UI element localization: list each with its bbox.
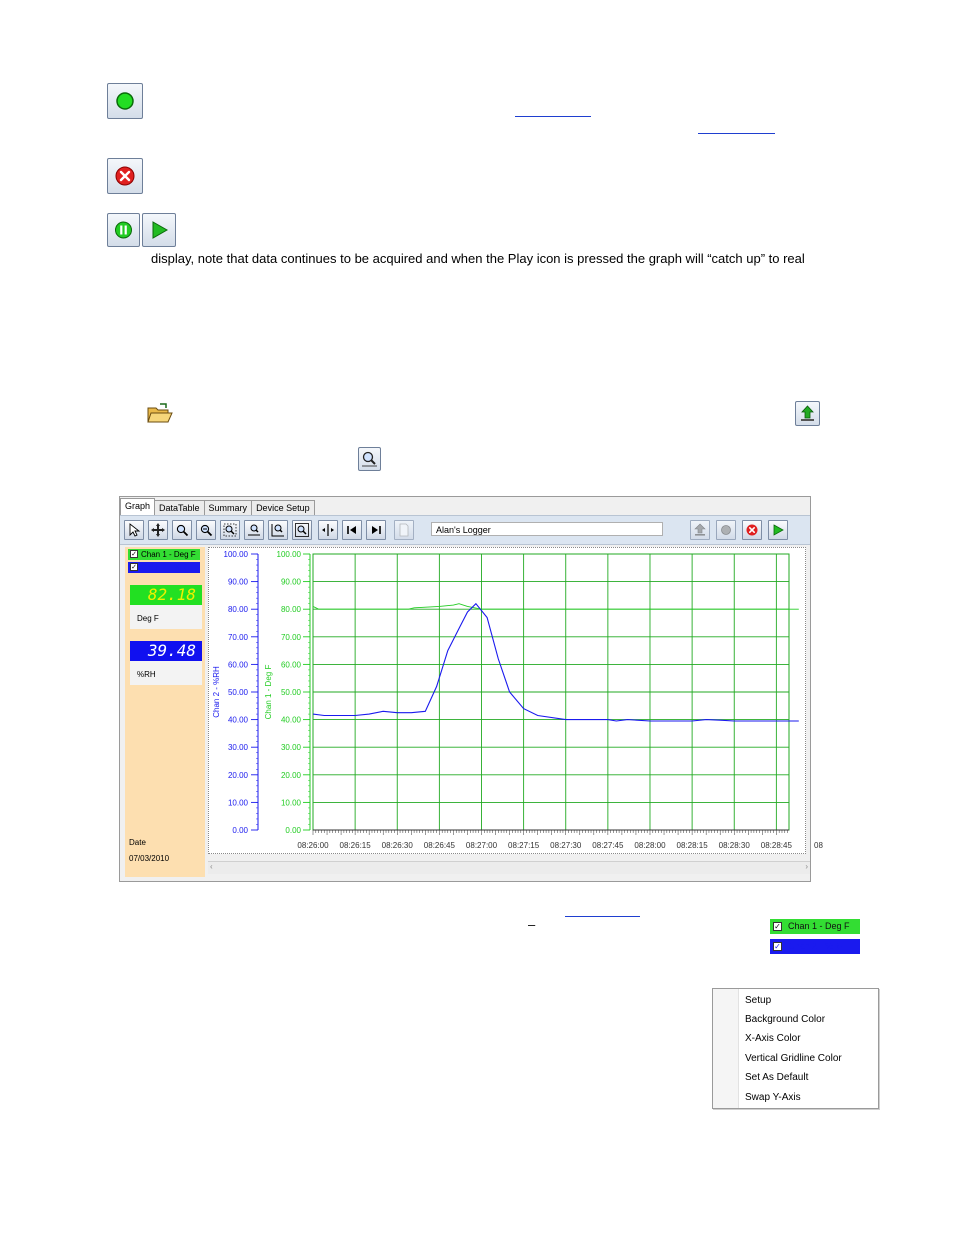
right-y-tick-label: 70.00	[280, 632, 301, 642]
right-y-tick-label: 50.00	[280, 688, 301, 697]
x-tick-label: 08:27:45	[592, 841, 624, 850]
right-y-tick-label: 20.00	[280, 770, 301, 780]
checkbox-icon: ✓	[774, 942, 781, 951]
pointer-tool-button[interactable]	[124, 520, 144, 540]
zoom-box-icon	[223, 523, 237, 537]
left-y-tick-label: 40.00	[227, 715, 248, 725]
skip-back-icon	[345, 523, 359, 537]
menu-item-x-axis-color[interactable]: X-Axis Color	[745, 1033, 801, 1044]
legend-channel-1-label: Chan 1 - Deg F	[788, 921, 850, 931]
left-y-tick-label: 90.00	[227, 577, 248, 587]
doc-link-2[interactable]	[698, 133, 775, 134]
right-y-tick-label: 90.00	[280, 577, 301, 587]
right-y-axis-title: Chan 1 - Deg F	[264, 664, 273, 720]
checkbox-icon: ✓	[131, 564, 137, 571]
scroll-left-arrow-icon[interactable]: ‹	[210, 862, 213, 871]
left-y-tick-label: 20.00	[227, 770, 248, 780]
zoom-out-button[interactable]	[196, 520, 216, 540]
date-value: 07/03/2010	[129, 854, 170, 863]
checkbox-icon: ✓	[131, 551, 137, 558]
open-folder-icon[interactable]	[146, 402, 174, 426]
move-arrows-icon	[151, 523, 165, 537]
zoom-x-icon	[247, 523, 261, 537]
menu-item-setup[interactable]: Setup	[745, 995, 772, 1006]
cursor-line-icon	[321, 523, 335, 537]
left-y-tick-label: 0.00	[232, 826, 248, 835]
menu-item-set-as-default[interactable]: Set As Default	[745, 1072, 809, 1083]
right-y-tick-label: 30.00	[280, 743, 301, 753]
left-y-tick-label: 50.00	[227, 688, 248, 697]
upload-arrow-icon	[693, 523, 707, 537]
play-description-text: display, note that data continues to be acquired and when the Play icon is pressed the graph will “catch up” to real	[151, 251, 805, 266]
tab-device-setup[interactable]: Device Setup	[251, 500, 315, 516]
legend-channel-2-label: Chan 2 - %RH	[788, 941, 847, 951]
left-y-tick-label: 30.00	[227, 743, 248, 753]
channel-2-unit: %RH	[137, 670, 156, 679]
pause-button[interactable]	[107, 213, 140, 247]
x-tick-label: 08:26:45	[423, 841, 455, 850]
zoom-extent-icon	[295, 523, 309, 537]
right-y-tick-label: 100.00	[276, 550, 301, 559]
x-tick-label: 08:26:30	[381, 841, 413, 850]
context-menu	[712, 988, 879, 1109]
x-tick-label: 08:26:15	[339, 841, 371, 850]
zoom-in-button[interactable]	[172, 520, 192, 540]
left-y-tick-label: 80.00	[227, 605, 248, 615]
x-tick-label: 08	[814, 841, 823, 850]
menu-item-background-color[interactable]: Background Color	[745, 1014, 826, 1025]
zoom-in-icon	[175, 523, 189, 537]
right-y-tick-label: 80.00	[280, 605, 301, 615]
zoom-y-icon	[271, 523, 285, 537]
zoom-extent-tool-button[interactable]	[292, 520, 312, 540]
channel-1-checkbox[interactable]	[128, 549, 200, 560]
stop-icon	[745, 523, 759, 537]
dash-text: –	[528, 917, 536, 932]
right-y-tick-label: 0.00	[285, 826, 301, 835]
new-file-button[interactable]	[394, 520, 414, 540]
tab-graph[interactable]: Graph	[120, 498, 155, 516]
record-tool-button[interactable]	[716, 520, 736, 540]
channel-1-unit: Deg F	[137, 614, 159, 623]
zoom-x-button[interactable]	[244, 520, 264, 540]
cursor-button[interactable]	[318, 520, 338, 540]
left-y-tick-label: 10.00	[227, 798, 248, 808]
x-tick-label: 08:27:15	[508, 841, 540, 850]
tab-summary[interactable]: Summary	[204, 500, 253, 516]
zoom-out-icon	[199, 523, 213, 537]
channel-sidebar	[125, 547, 205, 877]
x-tick-label: 08:28:30	[718, 841, 750, 850]
doc-link-1[interactable]	[515, 116, 591, 117]
download-button[interactable]	[795, 401, 820, 426]
record-button[interactable]	[107, 83, 143, 119]
zoom-extent-button[interactable]	[358, 447, 381, 471]
stop-tool-button[interactable]	[742, 520, 762, 540]
skip-forward-icon	[369, 523, 383, 537]
x-tick-label: 08:28:00	[634, 841, 666, 850]
play-icon	[143, 214, 175, 246]
x-tick-label: 08:26:00	[297, 841, 329, 850]
download-data-button[interactable]	[690, 520, 710, 540]
tab-bar	[120, 500, 314, 515]
left-y-tick-label: 70.00	[227, 632, 248, 642]
menu-item-swap-y-axis[interactable]: Swap Y-Axis	[745, 1092, 801, 1103]
channel-2-reading: 39.48	[130, 641, 202, 661]
upload-arrow-icon	[796, 402, 819, 425]
channel-2-label: Chan 2 - %RH	[141, 563, 193, 572]
menu-item-vertical-gridline-color[interactable]: Vertical Gridline Color	[745, 1053, 842, 1064]
x-tick-label: 08:27:00	[465, 841, 498, 850]
right-y-tick-label: 60.00	[280, 660, 301, 670]
context-menu-gutter	[713, 989, 739, 1108]
x-tick-label: 08:28:45	[760, 841, 792, 850]
zoom-box-button[interactable]	[220, 520, 240, 540]
x-tick-label: 08:27:30	[550, 841, 582, 850]
tab-datatable[interactable]: DataTable	[154, 500, 205, 516]
play-button[interactable]	[142, 213, 176, 247]
logger-window	[119, 496, 823, 882]
legend-channel-1[interactable]	[770, 919, 860, 934]
scroll-right-arrow-icon[interactable]: ›	[805, 862, 808, 871]
x-tick-label: 08:28:15	[676, 841, 708, 850]
left-y-tick-label: 60.00	[227, 660, 248, 670]
channel-2-checkbox[interactable]	[128, 562, 200, 573]
go-to-start-button[interactable]	[342, 520, 362, 540]
play-icon	[771, 523, 785, 537]
pan-tool-button[interactable]	[148, 520, 168, 540]
zoom-y-button[interactable]	[268, 520, 288, 540]
pause-icon	[108, 214, 139, 246]
date-label: Date	[129, 838, 146, 847]
play-tool-button[interactable]	[768, 520, 788, 540]
stop-icon	[108, 159, 142, 193]
go-to-end-button[interactable]	[366, 520, 386, 540]
left-y-tick-label: 100.00	[223, 550, 248, 559]
checkbox-icon: ✓	[774, 922, 781, 931]
channel-1-label: Chan 1 - Deg F	[141, 550, 196, 559]
line-chart[interactable]	[209, 548, 823, 853]
right-y-tick-label: 40.00	[280, 715, 301, 725]
channel-1-reading: 82.18	[130, 585, 202, 605]
horizontal-scrollbar[interactable]	[208, 861, 810, 874]
legend-channel-2[interactable]	[770, 939, 860, 954]
right-y-tick-label: 10.00	[280, 798, 301, 808]
stop-button[interactable]	[107, 158, 143, 194]
document-icon	[397, 523, 411, 537]
pointer-icon	[127, 523, 141, 537]
zoom-icon	[359, 448, 380, 470]
logger-name-field[interactable]: Alan's Logger	[431, 522, 663, 536]
left-y-axis-title: Chan 2 - %RH	[212, 666, 221, 718]
graph-toolbar	[120, 515, 810, 545]
record-icon	[719, 523, 733, 537]
doc-link-3[interactable]	[565, 916, 640, 917]
record-icon	[108, 84, 142, 118]
graph-area[interactable]	[208, 547, 823, 854]
